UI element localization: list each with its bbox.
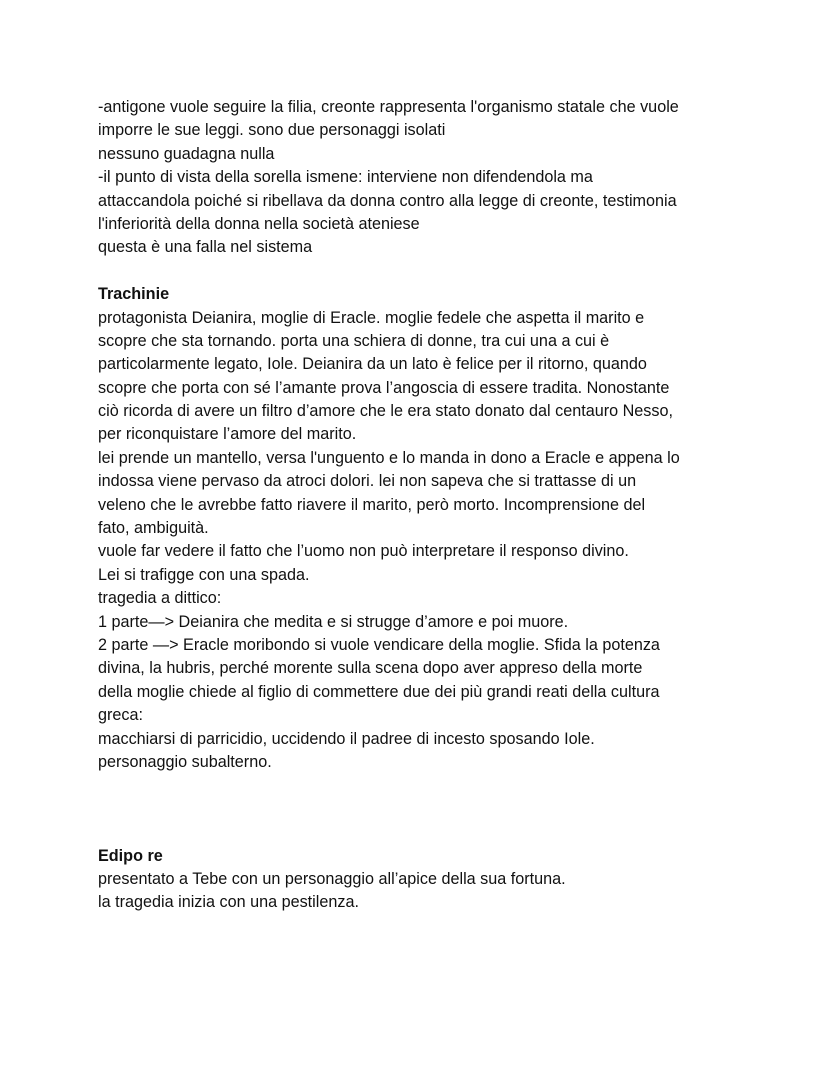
text-line: imporre le sue leggi. sono due personaggi isolati — [98, 121, 446, 140]
text-line: protagonista Deianira, moglie di Eracle. moglie fedele che aspetta il marito e — [98, 308, 645, 327]
text-line: Lei si trafigge con una spada. — [98, 565, 310, 584]
text-line: vuole far vedere il fatto che l’uomo non può interpretare il responso divino. — [98, 542, 629, 561]
section-heading-edipo: Edipo re — [98, 846, 163, 865]
text-line: questa è una falla nel sistema — [98, 238, 313, 257]
text-line: per riconquistare l’amore del marito. — [98, 425, 357, 444]
text-line: divina, la hubris, perché morente sulla scena dopo aver appreso della morte — [98, 659, 643, 678]
text-line: particolarmente legato, Iole. Deianira da un lato è felice per il ritorno, quando — [98, 355, 647, 374]
blank-line — [98, 260, 798, 283]
text-line: la tragedia inizia con una pestilenza. — [98, 893, 359, 912]
document-page — [98, 96, 798, 915]
text-line: scopre che sta tornando. porta una schiera di donne, tra cui una a cui è — [98, 331, 610, 350]
text-line: veleno che le avrebbe fatto riavere il marito, però morto. Incomprensione del — [98, 495, 646, 514]
text-line: tragedia a dittico: — [98, 589, 222, 608]
text-line: scopre che porta con sé l’amante prova l’angoscia di essere tradita. Nonostante — [98, 378, 670, 397]
intro-section — [98, 96, 798, 260]
text-line: attaccandola poiché si ribellava da donna contro alla legge di creonte, testimonia — [98, 191, 677, 210]
text-line: 2 parte —> Eracle moribondo si vuole vendicare della moglie. Sfida la potenza — [98, 635, 660, 654]
text-line: nessuno guadagna nulla — [98, 144, 275, 163]
text-line: della moglie chiede al figlio di commettere due dei più grandi reati della cultura — [98, 682, 660, 701]
text-line: -il punto di vista della sorella ismene: interviene non difendendola ma — [98, 168, 593, 187]
blank-line — [98, 774, 798, 797]
text-line: personaggio subalterno. — [98, 752, 272, 771]
text-line: lei prende un mantello, versa l'unguento e lo manda in dono a Eracle e appena lo — [98, 448, 680, 467]
text-line: greca: — [98, 706, 143, 725]
trachinie-section — [98, 283, 798, 774]
text-line: -antigone vuole seguire la filia, creonte rappresenta l'organismo statale che vuole — [98, 98, 679, 116]
text-line: ciò ricorda di avere un filtro d’amore che le era stato donato dal centauro Nesso, — [98, 402, 673, 421]
edipo-section — [98, 845, 798, 915]
blank-line — [98, 821, 798, 844]
text-line: macchiarsi di parricidio, uccidendo il padree di incesto sposando Iole. — [98, 729, 595, 748]
text-line: 1 parte—> Deianira che medita e si strugge d’amore e poi muore. — [98, 612, 569, 631]
text-line: l'inferiorità della donna nella società ateniese — [98, 214, 420, 233]
section-heading-trachinie: Trachinie — [98, 285, 170, 304]
text-line: fato, ambiguità. — [98, 519, 209, 538]
blank-line — [98, 798, 798, 821]
text-line: presentato a Tebe con un personaggio all’apice della sua fortuna. — [98, 869, 566, 888]
text-line: indossa viene pervaso da atroci dolori. lei non sapeva che si trattasse di un — [98, 472, 637, 491]
